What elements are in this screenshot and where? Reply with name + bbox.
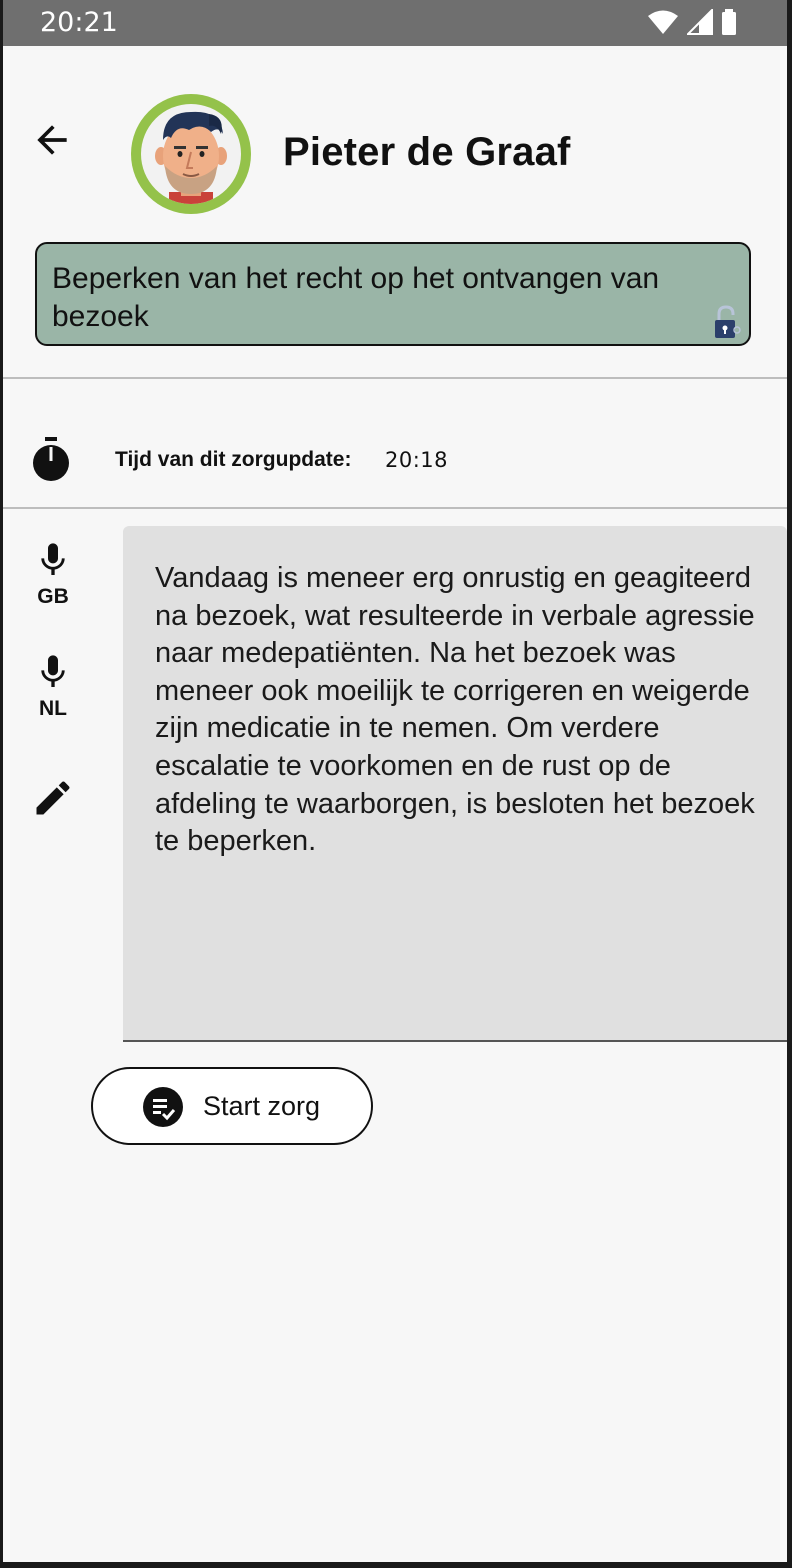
- patient-name: Pieter de Graaf: [283, 130, 571, 174]
- divider: [3, 377, 787, 379]
- update-time-value[interactable]: 20:18: [385, 448, 449, 472]
- status-bar: [3, 0, 787, 46]
- wifi-icon: [647, 9, 679, 35]
- note-textarea[interactable]: [123, 526, 787, 1042]
- arrow-back-icon: [30, 118, 74, 162]
- start-care-label: Start zorg: [203, 1091, 321, 1121]
- start-care-button[interactable]: [91, 1067, 373, 1145]
- avatar: [131, 94, 251, 214]
- dictate-nl-button[interactable]: [23, 650, 83, 721]
- restriction-banner[interactable]: [35, 242, 751, 346]
- checklist-icon: [143, 1087, 183, 1127]
- note-text: Vandaag is meneer erg onrustig en geagiteerd na bezoek, wat resulteerde in verbale agressie naar medepatiënten. Na het bezoek was meneer ook moeilijk te corrigeren en weigerde zijn medicatie in te nemen. Om verdere escalatie te voorkomen en de rust op de afdeling te waarborgen, is besloten het bezoek te beperken.: [155, 562, 755, 858]
- lock-icon: [711, 304, 741, 340]
- status-icons: [647, 9, 737, 35]
- divider: [3, 507, 787, 509]
- timer-icon: [31, 437, 71, 483]
- microphone-icon: [33, 538, 73, 582]
- cellular-signal-icon: [687, 9, 713, 35]
- microphone-icon: [33, 650, 73, 694]
- dictate-nl-label: NL: [39, 697, 67, 720]
- pencil-icon: [31, 776, 75, 820]
- dictate-gb-button[interactable]: [23, 538, 83, 609]
- status-time: 20:21: [40, 7, 118, 38]
- edit-button[interactable]: [23, 776, 83, 825]
- patient-face-icon: [141, 104, 241, 204]
- restriction-text: Beperken van het recht op het ontvangen van bezoek: [52, 262, 660, 333]
- update-time-label: Tijd van dit zorgupdate:: [115, 448, 352, 471]
- app-screen: [3, 0, 787, 1562]
- battery-icon: [721, 9, 737, 35]
- dictate-gb-label: GB: [37, 585, 69, 608]
- back-button[interactable]: [30, 118, 74, 162]
